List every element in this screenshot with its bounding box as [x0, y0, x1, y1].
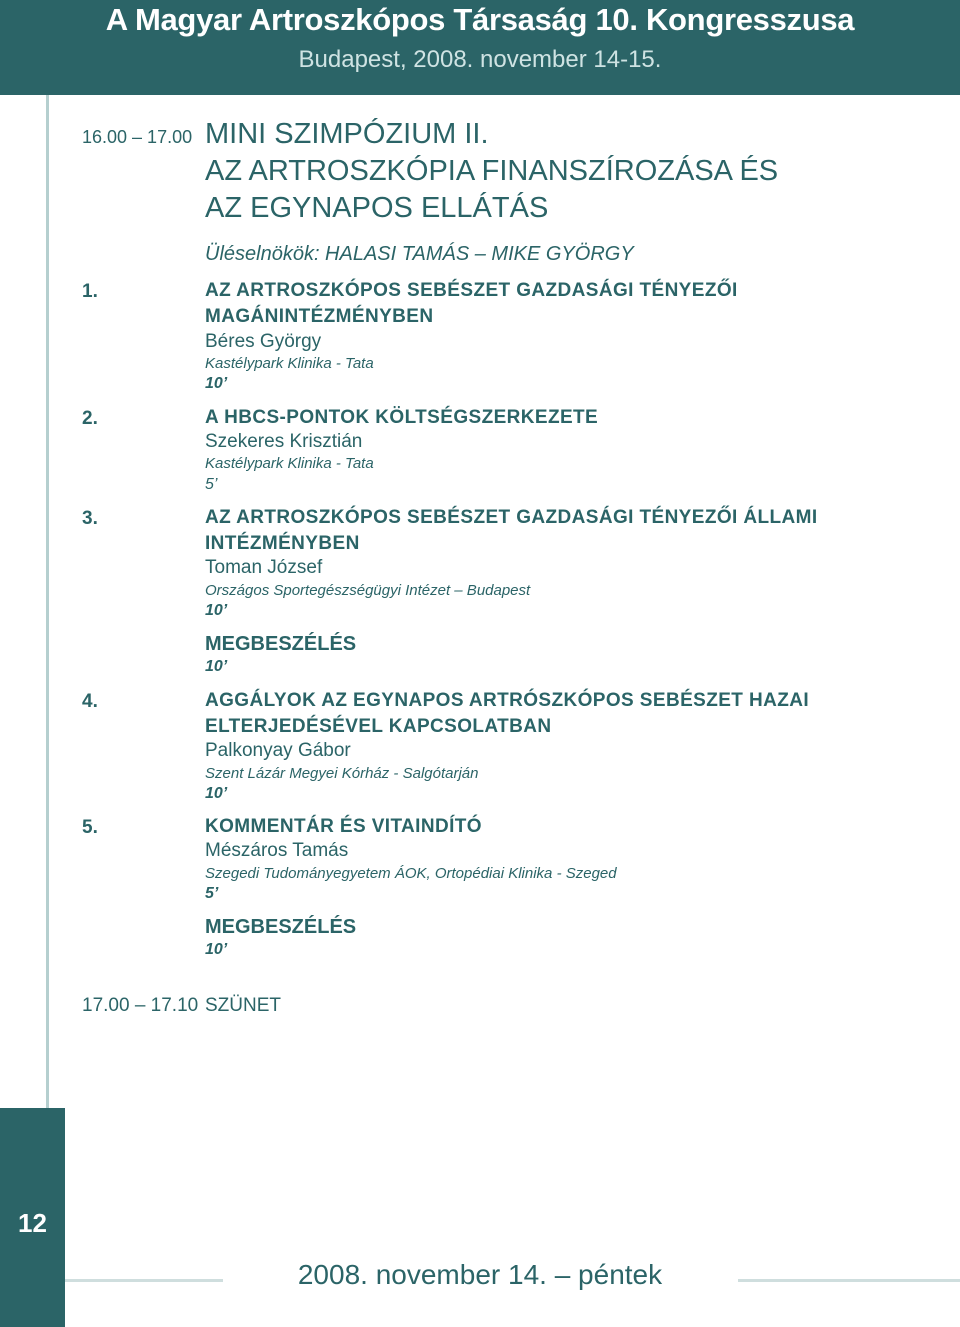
session-time: 16.00 – 17.00 — [82, 127, 193, 147]
page-number: 12 — [18, 1208, 47, 1238]
talk-5-title-line-1: KOMMENTÁR ÉS VITAINDÍTÓ — [205, 816, 482, 837]
talk-5-number: 5. — [82, 817, 98, 838]
talk-3-title-line-1: AZ ARTROSZKÓPOS SEBÉSZET GAZDASÁGI TÉNYEZŐI ÁLLAMI — [205, 507, 818, 528]
talk-1-number: 1. — [82, 281, 98, 302]
talk-4-institution: Szent Lázár Megyei Kórház - Salgótarján — [205, 765, 479, 782]
page-header — [0, 0, 960, 95]
talk-4-speaker: Palkonyay Gábor — [205, 740, 351, 761]
session-title-line-1: MINI SZIMPÓZIUM II. — [205, 118, 489, 150]
talk-2-institution: Kastélypark Klinika - Tata — [205, 455, 374, 472]
talk-5-institution: Szegedi Tudományegyetem ÁOK, Ortopédiai Klinika - Szeged — [205, 865, 617, 882]
talk-2-title-line-1: A HBCS-PONTOK KÖLTSÉGSZERKEZETE — [205, 407, 599, 428]
talk-3-institution: Országos Sportegészségügyi Intézet – Budapest — [205, 582, 531, 599]
session-title-line-2: AZ ARTROSZKÓPIA FINANSZÍROZÁSA ÉS — [205, 155, 779, 187]
talk-4-number: 4. — [82, 691, 98, 712]
talk-1-speaker: Béres György — [205, 331, 322, 352]
talk-5-duration: 5’ — [205, 885, 219, 902]
discussion-2-duration: 10’ — [205, 941, 228, 958]
footer-date: 2008. november 14. – péntek — [297, 1259, 663, 1290]
discussion-1-duration: 10’ — [205, 658, 228, 675]
talk-3-speaker: Toman József — [205, 557, 323, 578]
talk-2-speaker: Szekeres Krisztián — [205, 431, 363, 452]
talk-2-number: 2. — [82, 408, 98, 429]
break-time: 17.00 – 17.10 — [82, 995, 199, 1016]
talk-3-title-line-2: INTÉZMÉNYBEN — [205, 533, 360, 554]
talk-3-duration: 10’ — [205, 602, 228, 619]
talk-2-duration: 5’ — [205, 476, 218, 493]
session-chairs: Üléselnökök: HALASI TAMÁS – MIKE GYÖRGY — [205, 243, 634, 265]
discussion-2-label: MEGBESZÉLÉS — [205, 916, 357, 938]
talk-4-duration: 10’ — [205, 785, 228, 802]
talk-4-title-line-1: AGGÁLYOK AZ EGYNAPOS ARTRÓSZKÓPOS SEBÉSZET HAZAI — [205, 690, 810, 711]
talk-1-title-line-2: MAGÁNINTÉZMÉNYBEN — [205, 306, 434, 327]
session-title-line-3: AZ EGYNAPOS ELLÁTÁS — [205, 192, 549, 224]
talk-1-duration: 10’ — [205, 375, 228, 392]
talk-1-institution: Kastélypark Klinika - Tata — [205, 355, 374, 372]
talk-4-title-line-2: ELTERJEDÉSÉVEL KAPCSOLATBAN — [205, 716, 552, 737]
footer-rule-left — [65, 1279, 223, 1282]
discussion-1-label: MEGBESZÉLÉS — [205, 633, 357, 655]
talk-3-number: 3. — [82, 508, 98, 529]
congress-title: A Magyar Artroszkópos Társaság 10. Kongresszusa — [105, 2, 855, 37]
talk-5-speaker: Mészáros Tamás — [205, 840, 349, 861]
vertical-rule — [46, 95, 49, 1110]
congress-subtitle: Budapest, 2008. november 14-15. — [298, 46, 662, 73]
talk-1-title-line-1: AZ ARTROSZKÓPOS SEBÉSZET GAZDASÁGI TÉNYEZŐI — [205, 280, 738, 301]
break-label: SZÜNET — [205, 995, 281, 1016]
footer-rule-right — [738, 1279, 960, 1282]
